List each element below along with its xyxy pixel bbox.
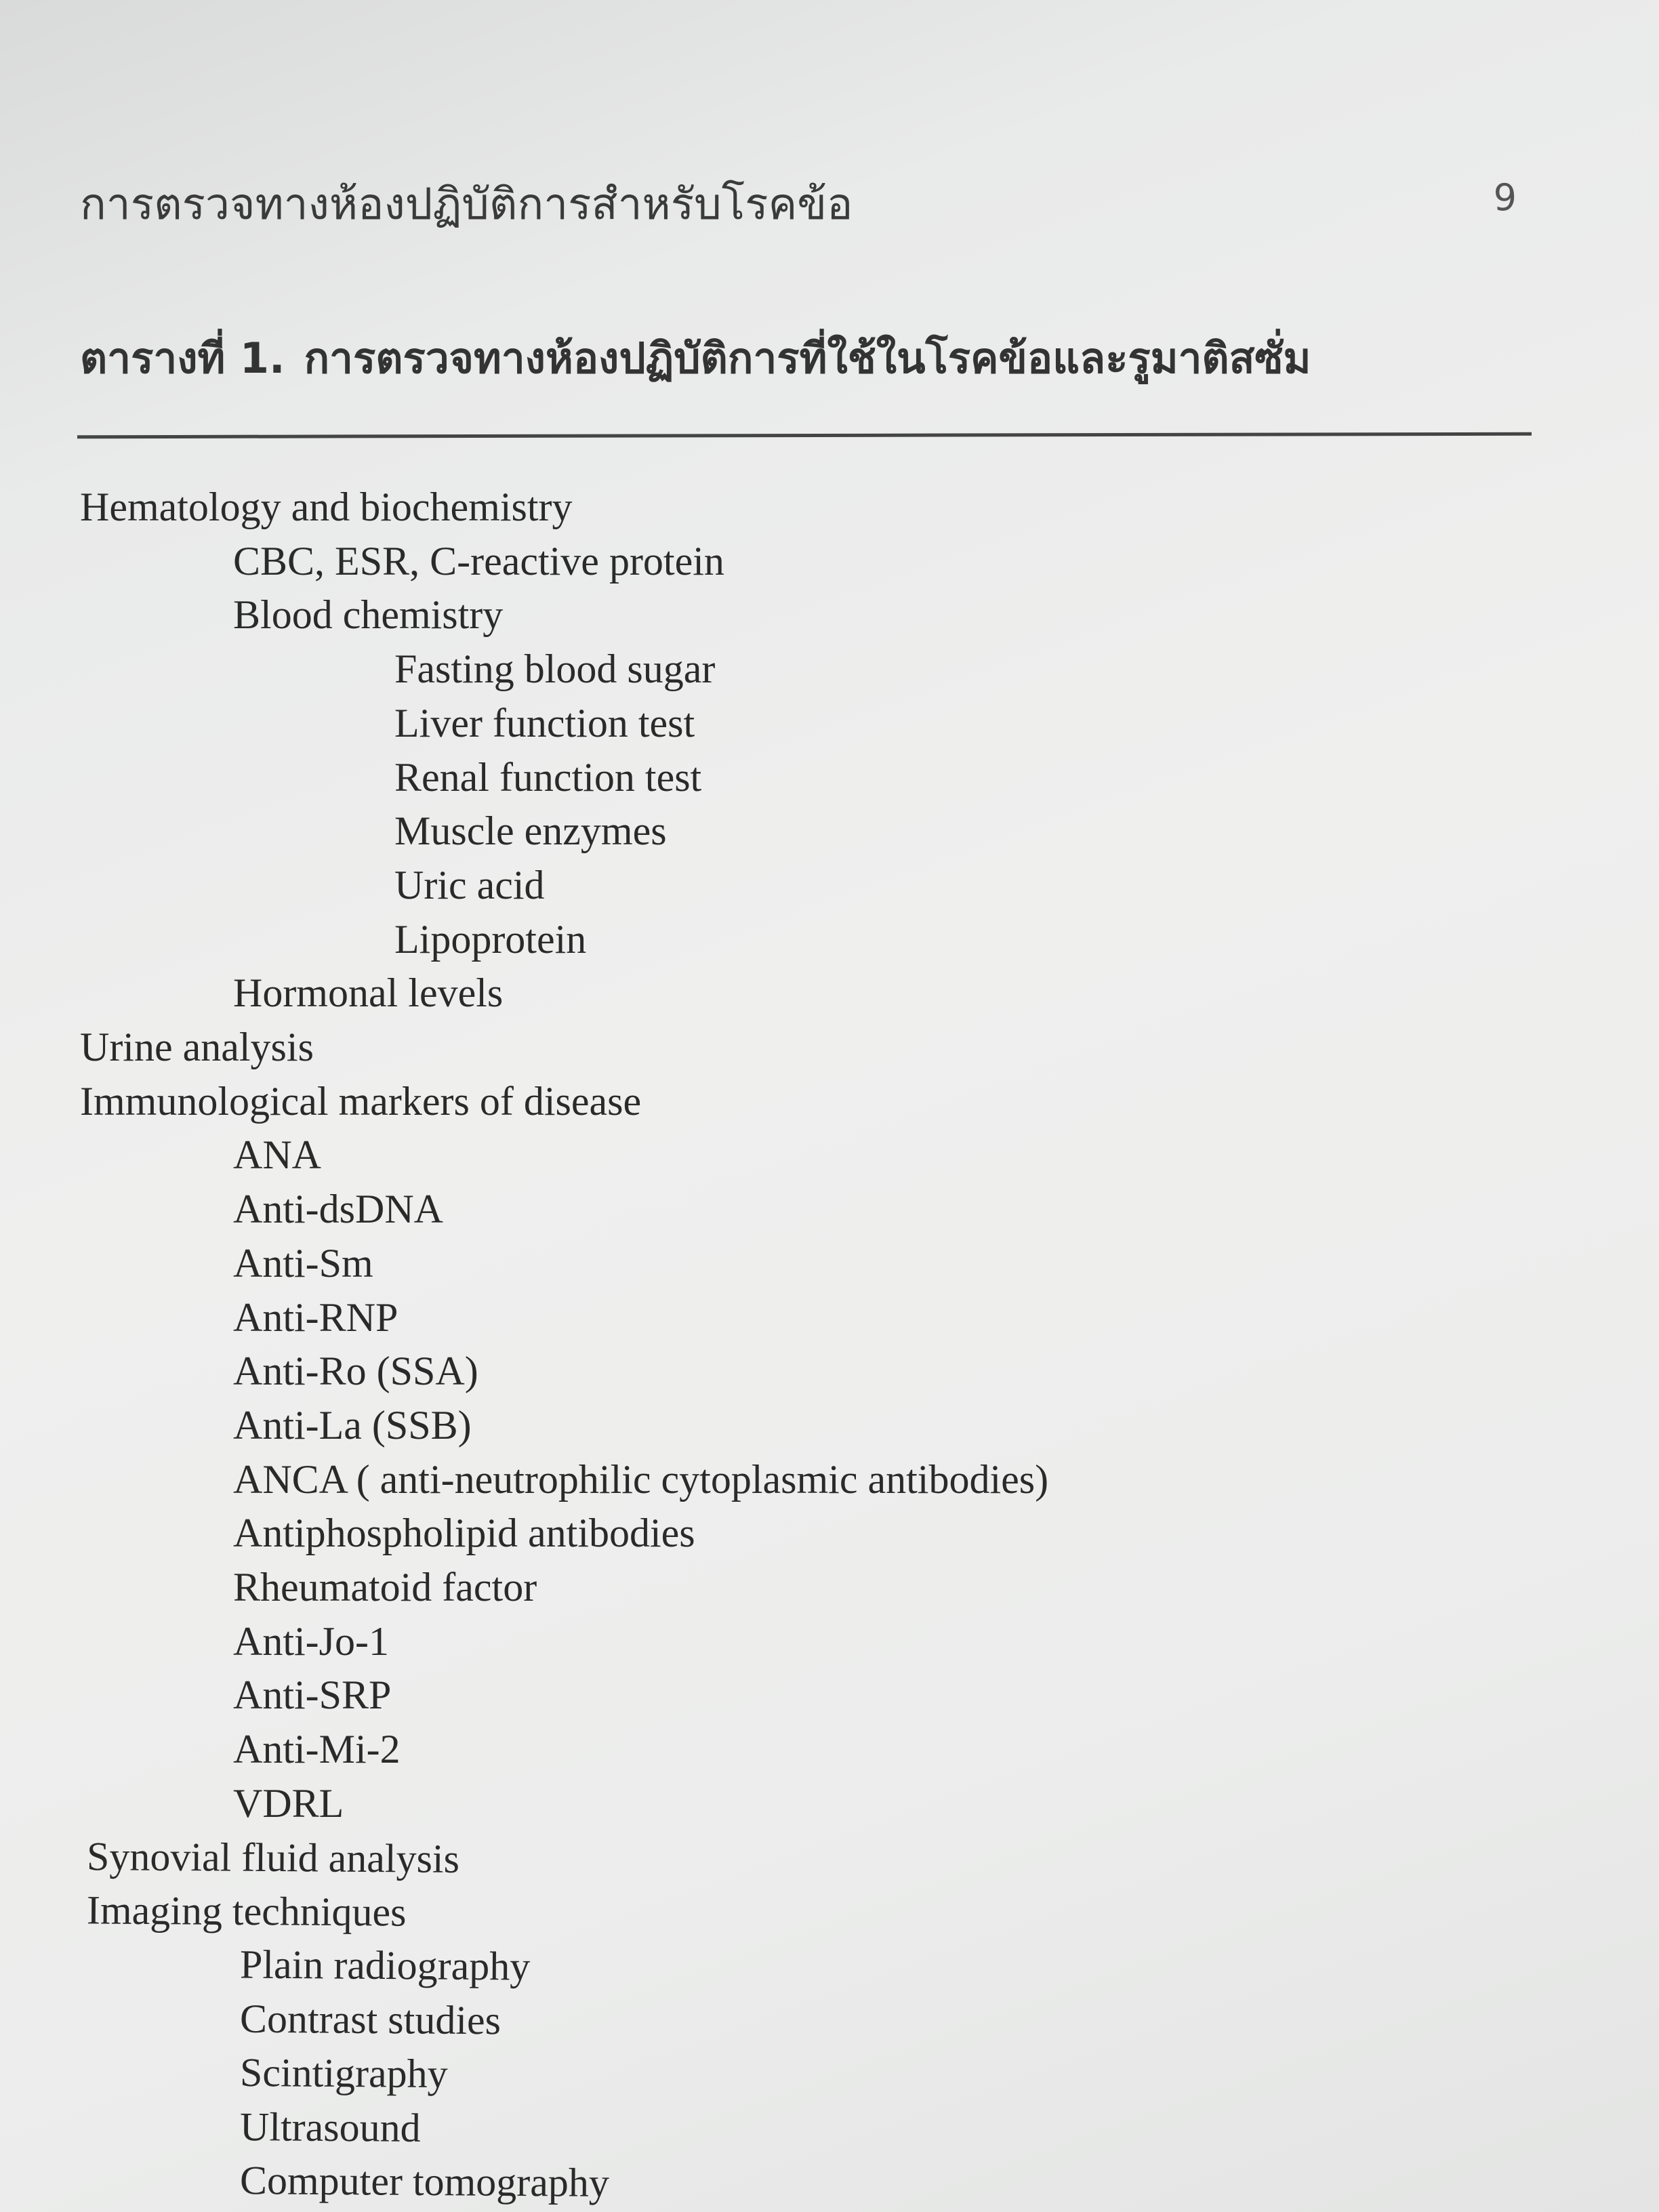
list-item: Liver function test [394, 700, 695, 745]
list-item: Urine analysis [80, 1025, 314, 1069]
list-item: Immunological markers of disease [80, 1078, 642, 1124]
list-item: Anti-SRP [233, 1673, 392, 1718]
list-item: Renal function test [394, 754, 702, 800]
list-item: Anti-RNP [233, 1294, 398, 1340]
list-item: Contrast studies [239, 1996, 501, 2043]
list-item: Anti-La (SSB) [233, 1402, 472, 1448]
list-item: Computer tomography [239, 2157, 610, 2205]
list-item: ANA [233, 1132, 321, 1178]
list-item: Blood chemistry [233, 592, 504, 638]
list-item: Hormonal levels [233, 970, 504, 1016]
list-item: Imaging techniques [86, 1887, 407, 1935]
list-item: Hematology and biochemistry [80, 485, 573, 529]
list-item: Synovial fluid analysis [86, 1833, 460, 1881]
running-header-title: การตรวจทางห้องปฏิบัติการสำหรับโรคข้อ [80, 180, 853, 230]
list-item: CBC, ESR, C-reactive protein [233, 538, 724, 583]
list-item: Anti-Mi-2 [233, 1727, 401, 1772]
table-caption-label: ตารางที่ 1. [80, 333, 285, 383]
table-caption-text: การตรวจทางห้องปฏิบัติการที่ใช้ในโรคข้อและรูมาติสซั่ม [304, 333, 1311, 383]
table-caption [80, 325, 1517, 392]
list-item: Anti-Ro (SSA) [233, 1349, 478, 1394]
list-item: Antiphospholipid antibodies [233, 1511, 695, 1556]
laboratory-test-list [0, 474, 1659, 2212]
list-item: Plain radiography [239, 1942, 531, 1989]
page-number: 9 [1493, 176, 1517, 219]
list-item: Anti-Sm [233, 1240, 373, 1286]
list-item: Anti-Jo-1 [233, 1618, 389, 1664]
table-top-rule [77, 432, 1532, 438]
list-item: ANCA ( anti-neutrophilic cytoplasmic antibodies) [233, 1456, 1049, 1502]
running-header [80, 157, 1517, 239]
list-item: Muscle enzymes [394, 808, 667, 854]
list-item: Scintigraphy [239, 2050, 448, 2097]
list-item: Rheumatoid factor [233, 1565, 537, 1610]
list-item: Uric acid [394, 862, 545, 907]
list-item: Fasting blood sugar [394, 647, 716, 692]
list-item: Lipoprotein [394, 916, 587, 962]
list-item: VDRL [233, 1780, 344, 1826]
list-item: Ultrasound [239, 2104, 421, 2150]
list-item: Anti-dsDNA [233, 1187, 443, 1232]
